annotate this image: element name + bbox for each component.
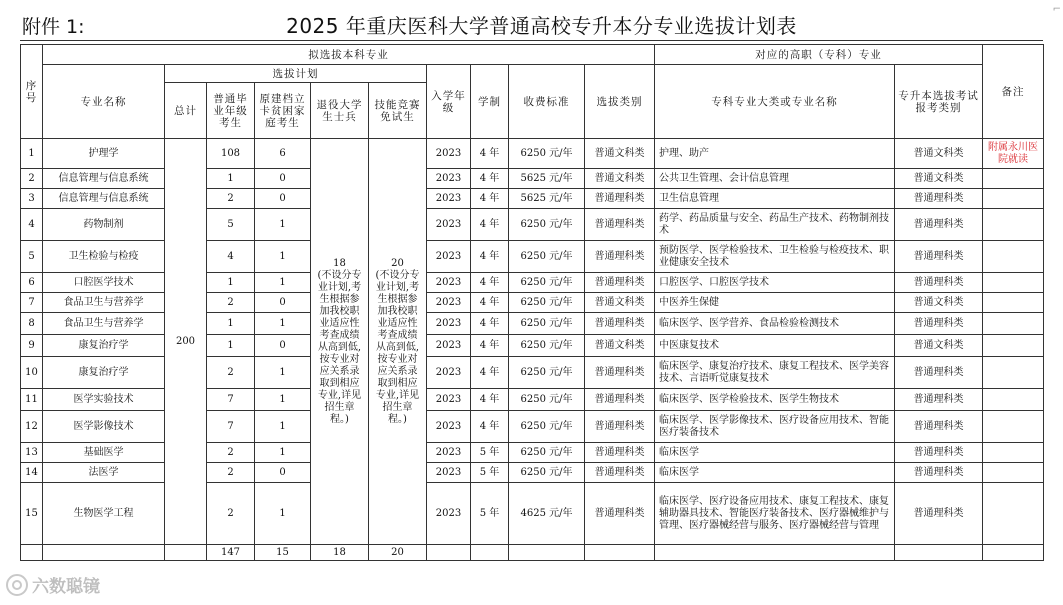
- cell-major-name: 康复治疗学: [43, 357, 165, 389]
- cell-year: 2023: [427, 483, 471, 545]
- cell-voc-major: 口腔医学、口腔医学技术: [655, 273, 895, 293]
- cell-duration: 4 年: [471, 411, 509, 443]
- cell-remark: [983, 463, 1044, 483]
- cell-fee: 6250 元/年: [509, 293, 585, 313]
- attachment-label: 附件 1:: [22, 16, 85, 38]
- cell-exam-category: 普通文科类: [895, 335, 983, 357]
- cell-major-name: 护理学: [43, 139, 165, 169]
- cell-voc-major: 药学、药品质量与安全、药品生产技术、药物制剂技术: [655, 209, 895, 241]
- cell-total-merged: 200: [165, 139, 207, 545]
- cell-poor: 6: [255, 139, 311, 169]
- cell-remark: [983, 189, 1044, 209]
- selection-plan-table: [20, 44, 1044, 561]
- totals-poor: 15: [255, 545, 311, 561]
- cell-category: 普通理科类: [585, 241, 655, 273]
- cell-major-name: 医学影像技术: [43, 411, 165, 443]
- cell-category: 普通理科类: [585, 411, 655, 443]
- cell-voc-major: 临床医学、康复治疗技术、康复工程技术、医学美容技术、言语听觉康复技术: [655, 357, 895, 389]
- cell-year: 2023: [427, 139, 471, 169]
- cell-poor: 1: [255, 483, 311, 545]
- cell-major-name: 食品卫生与营养学: [43, 313, 165, 335]
- cell-regular: 7: [207, 389, 255, 411]
- header-group-vocational: 对应的高职（专科）专业: [655, 45, 983, 65]
- cell-duration: 4 年: [471, 241, 509, 273]
- cell-voc-major: 卫生信息管理: [655, 189, 895, 209]
- cell-category: 普通文科类: [585, 169, 655, 189]
- title-row: [20, 4, 1063, 40]
- cell-year: 2023: [427, 443, 471, 463]
- cell-fee: 6250 元/年: [509, 335, 585, 357]
- totals-empty: [509, 545, 585, 561]
- cell-major-name: 口腔医学技术: [43, 273, 165, 293]
- cell-seq: 7: [21, 293, 43, 313]
- totals-empty: [655, 545, 895, 561]
- cell-exam-category: 普通理科类: [895, 443, 983, 463]
- cell-year: 2023: [427, 169, 471, 189]
- cell-voc-major: 临床医学、医学影像技术、医疗设备应用技术、智能医疗装备技术: [655, 411, 895, 443]
- cell-category: 普通理科类: [585, 389, 655, 411]
- title-divider: [20, 40, 1043, 41]
- cell-seq: 8: [21, 313, 43, 335]
- cell-fee: 4625 元/年: [509, 483, 585, 545]
- cell-fee: 6250 元/年: [509, 209, 585, 241]
- totals-empty: [471, 545, 509, 561]
- header-regular: 普通毕业年级考生: [207, 83, 255, 139]
- cell-poor: 1: [255, 443, 311, 463]
- totals-veteran: 18: [311, 545, 369, 561]
- cell-remark: [983, 209, 1044, 241]
- cell-duration: 4 年: [471, 139, 509, 169]
- cell-seq: 2: [21, 169, 43, 189]
- cell-remark: [983, 411, 1044, 443]
- cell-poor: 0: [255, 463, 311, 483]
- cell-fee: 5625 元/年: [509, 189, 585, 209]
- cell-category: 普通理科类: [585, 483, 655, 545]
- header-duration: 学制: [471, 65, 509, 139]
- cell-regular: 1: [207, 169, 255, 189]
- totals-empty-name: [43, 545, 165, 561]
- cell-duration: 4 年: [471, 189, 509, 209]
- cell-poor: 1: [255, 389, 311, 411]
- cell-remark: [983, 357, 1044, 389]
- cell-exam-category: 普通文科类: [895, 169, 983, 189]
- header-remark: 备注: [983, 45, 1044, 139]
- cell-category: 普通理科类: [585, 273, 655, 293]
- cell-year: 2023: [427, 241, 471, 273]
- cell-fee: 6250 元/年: [509, 357, 585, 389]
- cell-category: 普通理科类: [585, 313, 655, 335]
- cell-poor: 1: [255, 241, 311, 273]
- cell-poor: 0: [255, 335, 311, 357]
- cell-duration: 4 年: [471, 293, 509, 313]
- cell-seq: 14: [21, 463, 43, 483]
- cell-major-name: 法医学: [43, 463, 165, 483]
- header-plan: 选拔计划: [165, 65, 427, 83]
- cell-category: 普通理科类: [585, 443, 655, 463]
- header-total: 总计: [165, 83, 207, 139]
- cell-remark: [983, 169, 1044, 189]
- watermark-logo-icon: [6, 574, 28, 596]
- cell-voc-major: 临床医学: [655, 463, 895, 483]
- cell-exam-category: 普通文科类: [895, 293, 983, 313]
- cell-voc-major: 中医康复技术: [655, 335, 895, 357]
- cell-exam-category: 普通理科类: [895, 483, 983, 545]
- cell-year: 2023: [427, 209, 471, 241]
- totals-empty: [983, 545, 1044, 561]
- totals-regular: 147: [207, 545, 255, 561]
- totals-empty: [895, 545, 983, 561]
- cell-major-name: 基础医学: [43, 443, 165, 463]
- cell-major-name: 生物医学工程: [43, 483, 165, 545]
- cell-duration: 5 年: [471, 443, 509, 463]
- cell-veteran-merged: 18 (不设分专业计划,考生根据参加我校职业适应性考查成绩从高到低,按专业对应关系录取到相应专业,详见招生章程。): [311, 139, 369, 545]
- cell-poor: 1: [255, 357, 311, 389]
- cell-voc-major: 护理、助产: [655, 139, 895, 169]
- cell-seq: 5: [21, 241, 43, 273]
- cell-exam-category: 普通理科类: [895, 411, 983, 443]
- header-veteran: 退役大学生士兵: [311, 83, 369, 139]
- cell-regular: 1: [207, 273, 255, 293]
- header-exam-category: 专升本选拔考试报考类别: [895, 65, 983, 139]
- cell-major-name: 卫生检验与检疫: [43, 241, 165, 273]
- cell-category: 普通理科类: [585, 463, 655, 483]
- cell-year: 2023: [427, 273, 471, 293]
- cell-voc-major: 临床医学、医学营养、食品检验检测技术: [655, 313, 895, 335]
- page-title: 2025 年重庆医科大学普通高校专升本分专业选拔计划表: [286, 14, 797, 38]
- header-group-undergrad: 拟选拔本科专业: [43, 45, 655, 65]
- cell-duration: 4 年: [471, 357, 509, 389]
- cell-voc-major: 中医养生保健: [655, 293, 895, 313]
- totals-row: [21, 545, 1044, 561]
- cell-regular: 7: [207, 411, 255, 443]
- cell-seq: 4: [21, 209, 43, 241]
- totals-empty-seq: [21, 545, 43, 561]
- cell-regular: 4: [207, 241, 255, 273]
- cell-major-name: 食品卫生与营养学: [43, 293, 165, 313]
- cell-duration: 5 年: [471, 463, 509, 483]
- cell-regular: 1: [207, 335, 255, 357]
- cell-remark: [983, 273, 1044, 293]
- cell-regular: 2: [207, 483, 255, 545]
- cell-poor: 1: [255, 313, 311, 335]
- cell-exam-category: 普通理科类: [895, 189, 983, 209]
- cell-remark: [983, 389, 1044, 411]
- cell-voc-major: 临床医学、医疗设备应用技术、康复工程技术、康复辅助器具技术、智能医疗装备技术、医疗器械维护与管理、医疗器械经营与服务、医疗器械经营与管理: [655, 483, 895, 545]
- cell-year: 2023: [427, 411, 471, 443]
- cell-fee: 6250 元/年: [509, 411, 585, 443]
- cell-fee: 6250 元/年: [509, 313, 585, 335]
- cell-voc-major: 公共卫生管理、会计信息管理: [655, 169, 895, 189]
- cell-regular: 5: [207, 209, 255, 241]
- cell-duration: 4 年: [471, 273, 509, 293]
- totals-skill: 20: [369, 545, 427, 561]
- cell-year: 2023: [427, 189, 471, 209]
- cell-category: 普通文科类: [585, 139, 655, 169]
- cell-fee: 5625 元/年: [509, 169, 585, 189]
- cell-remark: [983, 443, 1044, 463]
- header-fee: 收费标准: [509, 65, 585, 139]
- cell-voc-major: 预防医学、医学检验技术、卫生检验与检疫技术、职业健康安全技术: [655, 241, 895, 273]
- header-skill: 技能竞赛免试生: [369, 83, 427, 139]
- cell-regular: 1: [207, 313, 255, 335]
- cell-major-name: 康复治疗学: [43, 335, 165, 357]
- cell-fee: 6250 元/年: [509, 273, 585, 293]
- cell-category: 普通文科类: [585, 335, 655, 357]
- header-poor: 原建档立卡贫困家庭考生: [255, 83, 311, 139]
- cell-poor: 1: [255, 209, 311, 241]
- cell-poor: 0: [255, 189, 311, 209]
- cell-major-name: 医学实验技术: [43, 389, 165, 411]
- cell-poor: 0: [255, 293, 311, 313]
- cell-poor: 1: [255, 411, 311, 443]
- watermark-text: 六数聪镜: [32, 577, 100, 597]
- header-major-name: 专业名称: [43, 65, 165, 139]
- cell-seq: 15: [21, 483, 43, 545]
- cell-duration: 4 年: [471, 169, 509, 189]
- cell-seq: 12: [21, 411, 43, 443]
- cell-category: 普通文科类: [585, 293, 655, 313]
- cell-regular: 2: [207, 357, 255, 389]
- cell-fee: 6250 元/年: [509, 139, 585, 169]
- cell-duration: 4 年: [471, 389, 509, 411]
- cell-major-name: 信息管理与信息系统: [43, 169, 165, 189]
- cell-seq: 9: [21, 335, 43, 357]
- cell-year: 2023: [427, 463, 471, 483]
- header-year: 入学年级: [427, 65, 471, 139]
- cell-seq: 1: [21, 139, 43, 169]
- cell-regular: 2: [207, 443, 255, 463]
- table-row: [21, 139, 1044, 169]
- cell-duration: 4 年: [471, 209, 509, 241]
- cell-year: 2023: [427, 313, 471, 335]
- cell-regular: 2: [207, 463, 255, 483]
- cell-remark: [983, 335, 1044, 357]
- cell-fee: 6250 元/年: [509, 443, 585, 463]
- cell-skill-merged: 20 (不设分专业计划,考生根据参加我校职业适应性考查成绩从高到低,按专业对应关系录取到相应专业,详见招生章程。): [369, 139, 427, 545]
- cell-year: 2023: [427, 293, 471, 313]
- cell-poor: 1: [255, 273, 311, 293]
- cell-remark: [983, 483, 1044, 545]
- cell-seq: 13: [21, 443, 43, 463]
- cell-regular: 108: [207, 139, 255, 169]
- cell-exam-category: 普通理科类: [895, 389, 983, 411]
- totals-empty: [585, 545, 655, 561]
- totals-empty-total: [165, 545, 207, 561]
- cell-fee: 6250 元/年: [509, 389, 585, 411]
- cell-exam-category: 普通理科类: [895, 357, 983, 389]
- cell-poor: 0: [255, 169, 311, 189]
- corner-mark: ⌐: [1052, 4, 1061, 15]
- cell-category: 普通理科类: [585, 189, 655, 209]
- cell-regular: 2: [207, 293, 255, 313]
- cell-exam-category: 普通理科类: [895, 209, 983, 241]
- header-category: 选拔类别: [585, 65, 655, 139]
- cell-category: 普通理科类: [585, 209, 655, 241]
- cell-year: 2023: [427, 389, 471, 411]
- cell-seq: 3: [21, 189, 43, 209]
- cell-year: 2023: [427, 335, 471, 357]
- cell-voc-major: 临床医学: [655, 443, 895, 463]
- cell-major-name: 信息管理与信息系统: [43, 189, 165, 209]
- cell-year: 2023: [427, 357, 471, 389]
- watermark: [6, 572, 100, 597]
- cell-seq: 10: [21, 357, 43, 389]
- cell-exam-category: 普通理科类: [895, 273, 983, 293]
- cell-exam-category: 普通文科类: [895, 139, 983, 169]
- header-seq: 序号: [21, 45, 43, 139]
- totals-empty: [427, 545, 471, 561]
- cell-duration: 5 年: [471, 483, 509, 545]
- cell-fee: 6250 元/年: [509, 241, 585, 273]
- cell-remark: [983, 313, 1044, 335]
- cell-exam-category: 普通理科类: [895, 463, 983, 483]
- cell-duration: 4 年: [471, 313, 509, 335]
- cell-seq: 6: [21, 273, 43, 293]
- cell-remark: [983, 293, 1044, 313]
- cell-fee: 6250 元/年: [509, 463, 585, 483]
- cell-exam-category: 普通理科类: [895, 313, 983, 335]
- cell-major-name: 药物制剂: [43, 209, 165, 241]
- cell-duration: 4 年: [471, 335, 509, 357]
- cell-voc-major: 临床医学、医学检验技术、医学生物技术: [655, 389, 895, 411]
- header-voc-major: 专科专业大类或专业名称: [655, 65, 895, 139]
- cell-seq: 11: [21, 389, 43, 411]
- cell-regular: 2: [207, 189, 255, 209]
- cell-exam-category: 普通理科类: [895, 241, 983, 273]
- cell-remark: 附属永川医院就读: [983, 139, 1044, 169]
- cell-remark: [983, 241, 1044, 273]
- cell-category: 普通理科类: [585, 357, 655, 389]
